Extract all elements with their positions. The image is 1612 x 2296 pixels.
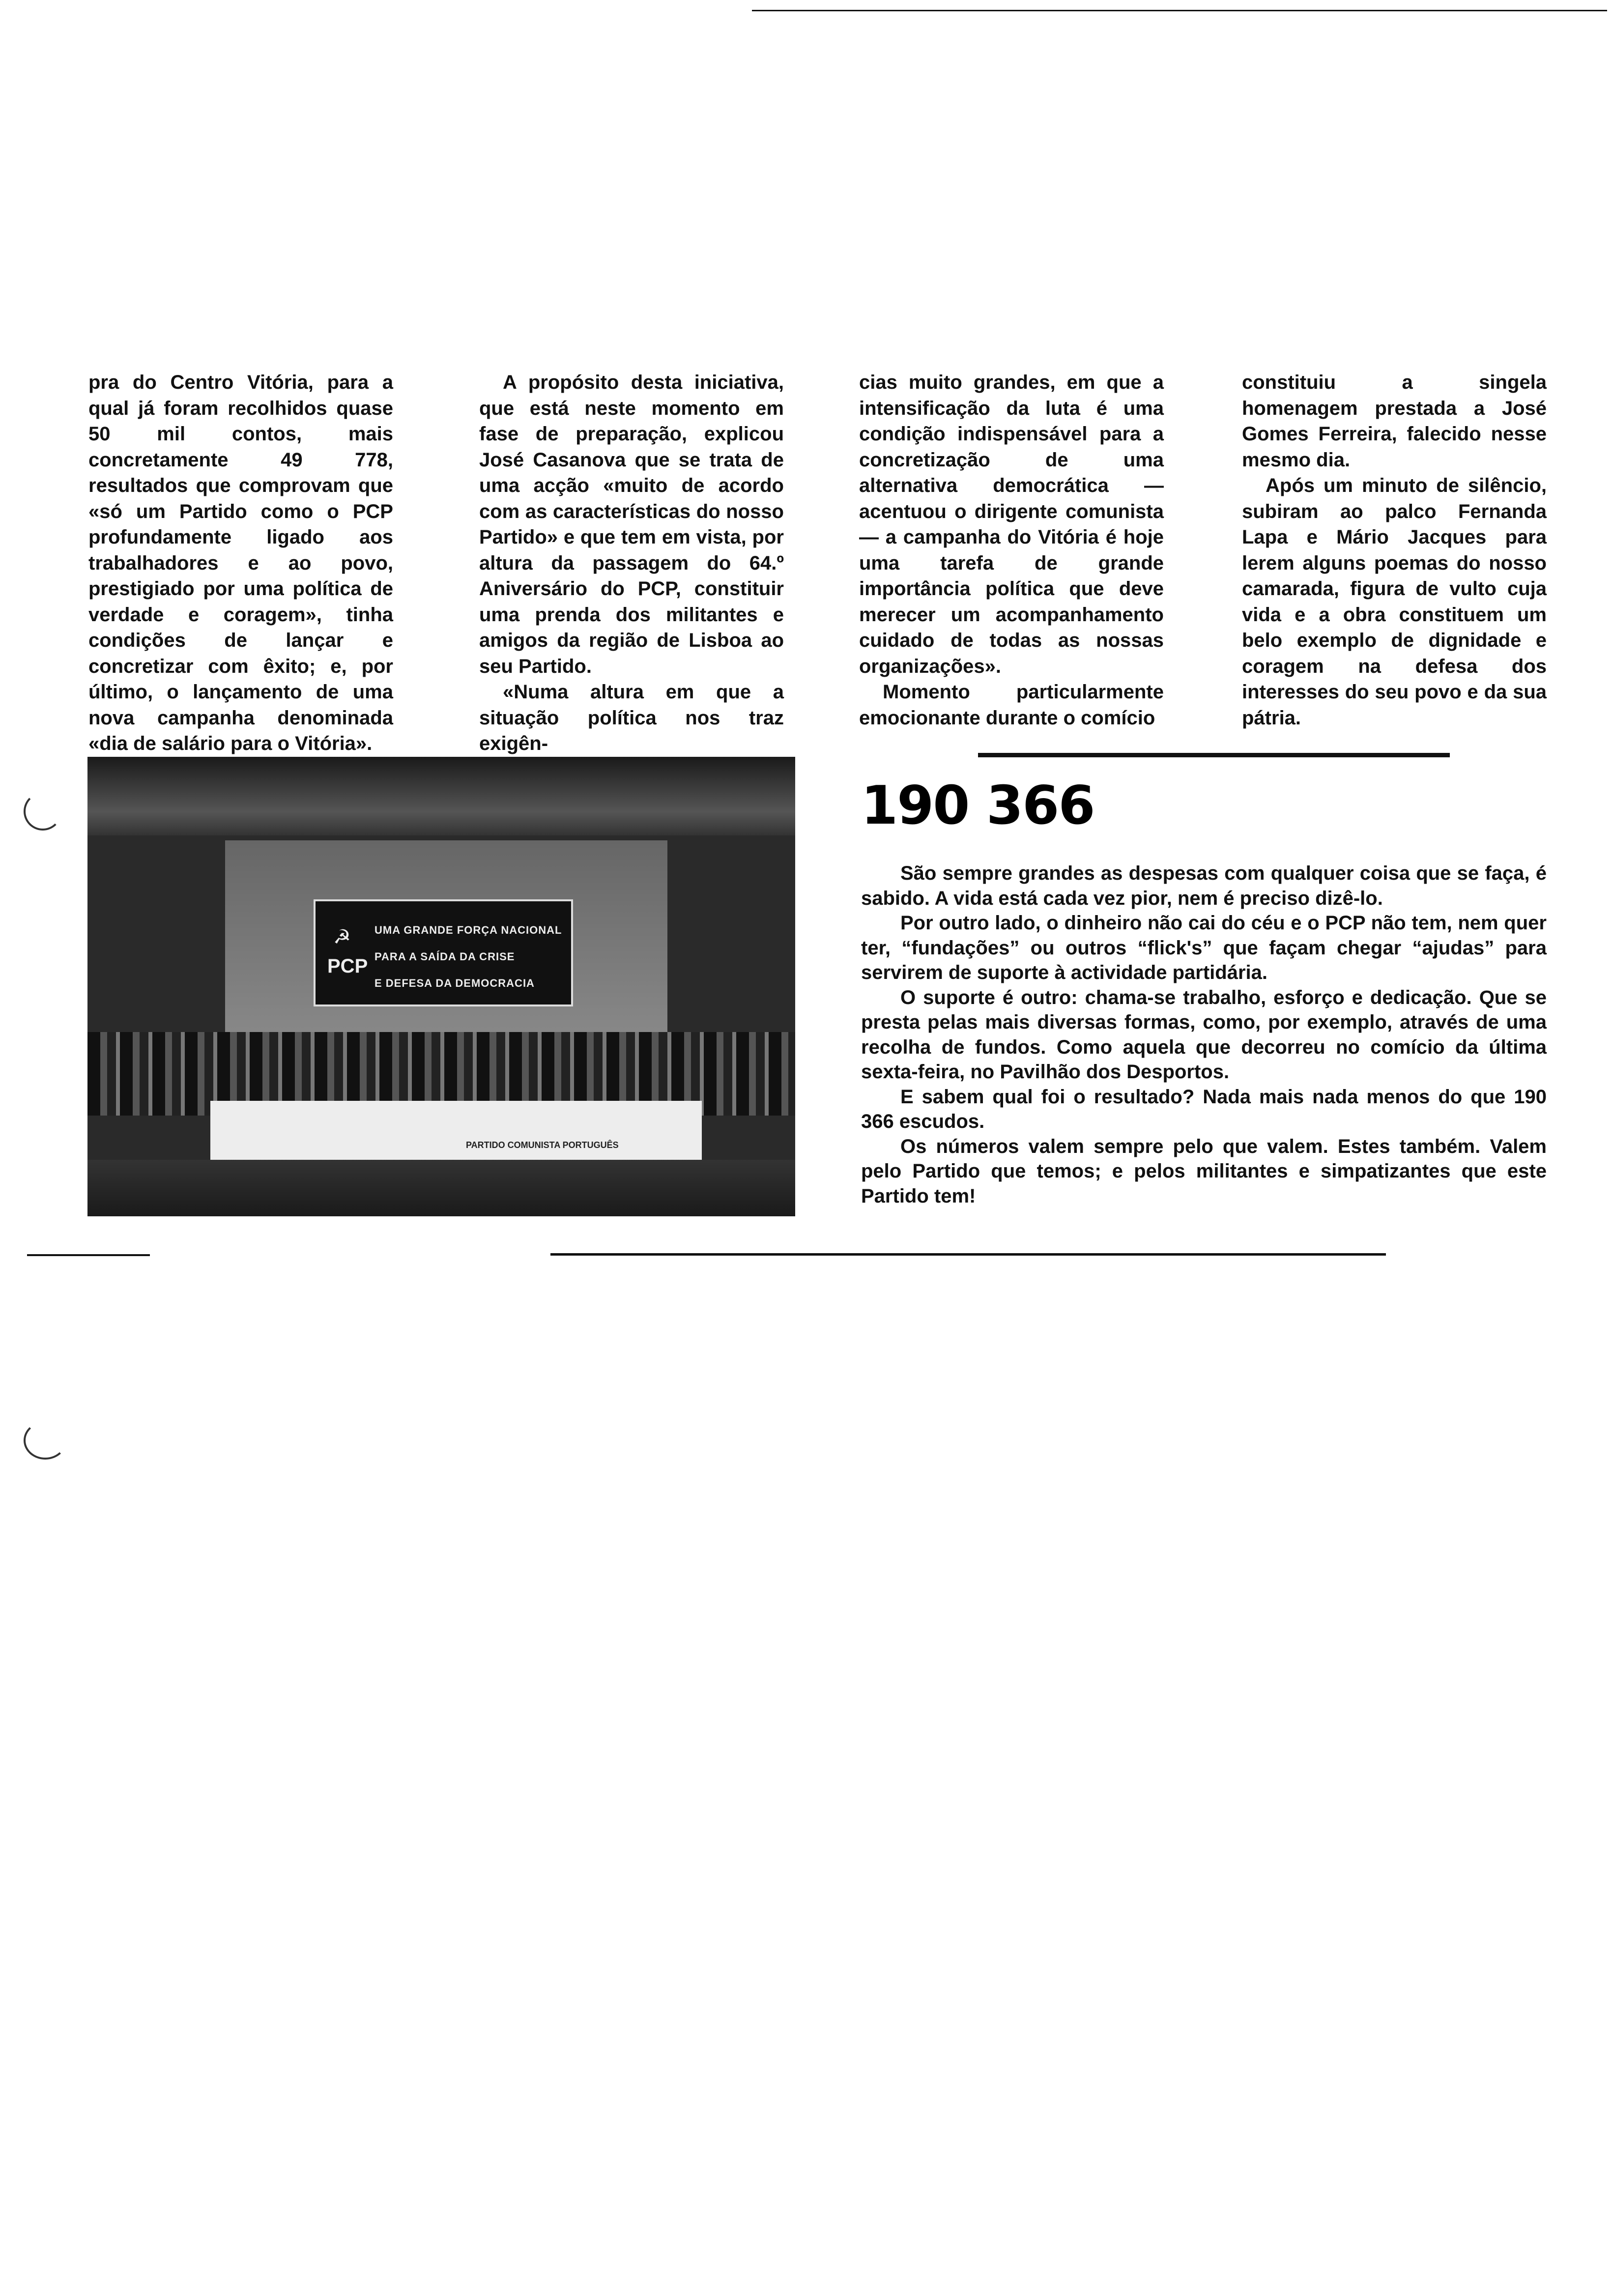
- paragraph: cias muito grandes, em que a intensificação da luta é uma condição indispensável para a concretização de uma alternativa democrática — acentuou o dirigente comunista — a campanha do Vitória é hoje uma tarefa de grande importância política que deve merecer um acompanhamento cuidado de todas as nossas organizações».: [859, 372, 1164, 677]
- rally-photo: [87, 757, 795, 1216]
- stage-banner: [314, 899, 573, 1006]
- punch-hole-mark: [24, 1421, 67, 1460]
- photo-floor: [87, 1160, 795, 1216]
- box-body: [861, 861, 1547, 1208]
- article-column-2: [479, 370, 784, 757]
- article-column-1: [88, 370, 393, 757]
- box-top-rule: [978, 753, 1450, 757]
- paragraph: Os números valem sempre pelo que valem. Estes também. Valem pelo Partido que temos; e pelos militantes e simpatizantes que este Partido tem!: [861, 1135, 1547, 1207]
- banner-line: UMA GRANDE FORÇA NACIONAL: [374, 924, 562, 936]
- bottom-rule: [550, 1253, 1386, 1256]
- hammer-sickle-icon: ☭: [333, 926, 351, 948]
- paragraph: A propósito desta iniciativa, que está neste momento em fase de preparação, explicou José Casanova que se trata de uma acção «muito de acordo com as características do nosso Partido» e que tem em vista, por altura da passagem do 64.º Aniversário do PCP, constituir uma prenda dos militantes e amigos da região de Lisboa ao seu Partido.: [479, 372, 784, 677]
- banner-logo: PCP: [327, 955, 368, 977]
- article-column-3: [859, 370, 1164, 731]
- paragraph: São sempre grandes as despesas com qualquer coisa que se faça, é sabido. A vida está cada vez pior, nem é preciso dizê-lo.: [861, 862, 1547, 909]
- table-banner-text: PARTIDO COMUNISTA PORTUGUÊS: [466, 1140, 619, 1150]
- paragraph: constituiu a singela homenagem prestada a José Gomes Ferreira, falecido nesse mesmo dia.: [1242, 372, 1547, 471]
- paragraph: Após um minuto de silêncio, subiram ao palco Fernanda Lapa e Mário Jacques para lerem alguns poemas do nosso camarada, figura de vulto cuja vida e a obra constituem um belo exemplo de dignidade e coragem na defesa dos interesses do seu povo e da sua pátria.: [1242, 475, 1547, 729]
- banner-line: E DEFESA DA DEMOCRACIA: [374, 977, 535, 989]
- paragraph: «Numa altura em que a situação política nos traz exigên-: [479, 681, 784, 754]
- top-rule: [752, 10, 1607, 11]
- photo-stage-table: [210, 1101, 702, 1160]
- box-title: 190 366: [861, 775, 1094, 836]
- article-column-4: [1242, 370, 1547, 731]
- paragraph: E sabem qual foi o resultado? Nada mais nada menos do que 190 366 escudos.: [861, 1086, 1547, 1132]
- bottom-left-rule: [27, 1254, 150, 1256]
- photo-ceiling: [87, 757, 795, 835]
- punch-hole-mark: [24, 792, 62, 831]
- banner-line: PARA A SAÍDA DA CRISE: [374, 950, 515, 963]
- paragraph: Por outro lado, o dinheiro não cai do céu e o PCP não tem, nem quer ter, “fundações” ou outros “flick's” que façam chegar “ajudas” para servirem de suporte à actividade partidária.: [861, 912, 1547, 983]
- paragraph: pra do Centro Vitória, para a qual já foram recolhidos quase 50 mil contos, mais concretamente 49 778, resultados que comprovam que «só um Partido como o PCP profundamente ligado aos trabalhadores e ao povo, prestigiado por uma política de verdade e coragem», tinha condições de lançar e concretizar com êxito; e, por último, o lançamento de uma nova campanha denominada «dia de salário para o Vitória».: [88, 372, 393, 754]
- paragraph: O suporte é outro: chama-se trabalho, esforço e dedicação. Que se presta pelas mais diversas formas, como, por exemplo, através de uma recolha de fundos. Como aquela que decorreu no comício da última sexta-feira, no Pavilhão dos Desportos.: [861, 986, 1547, 1083]
- paragraph: Momento particularmente emocionante durante o comício: [859, 681, 1164, 729]
